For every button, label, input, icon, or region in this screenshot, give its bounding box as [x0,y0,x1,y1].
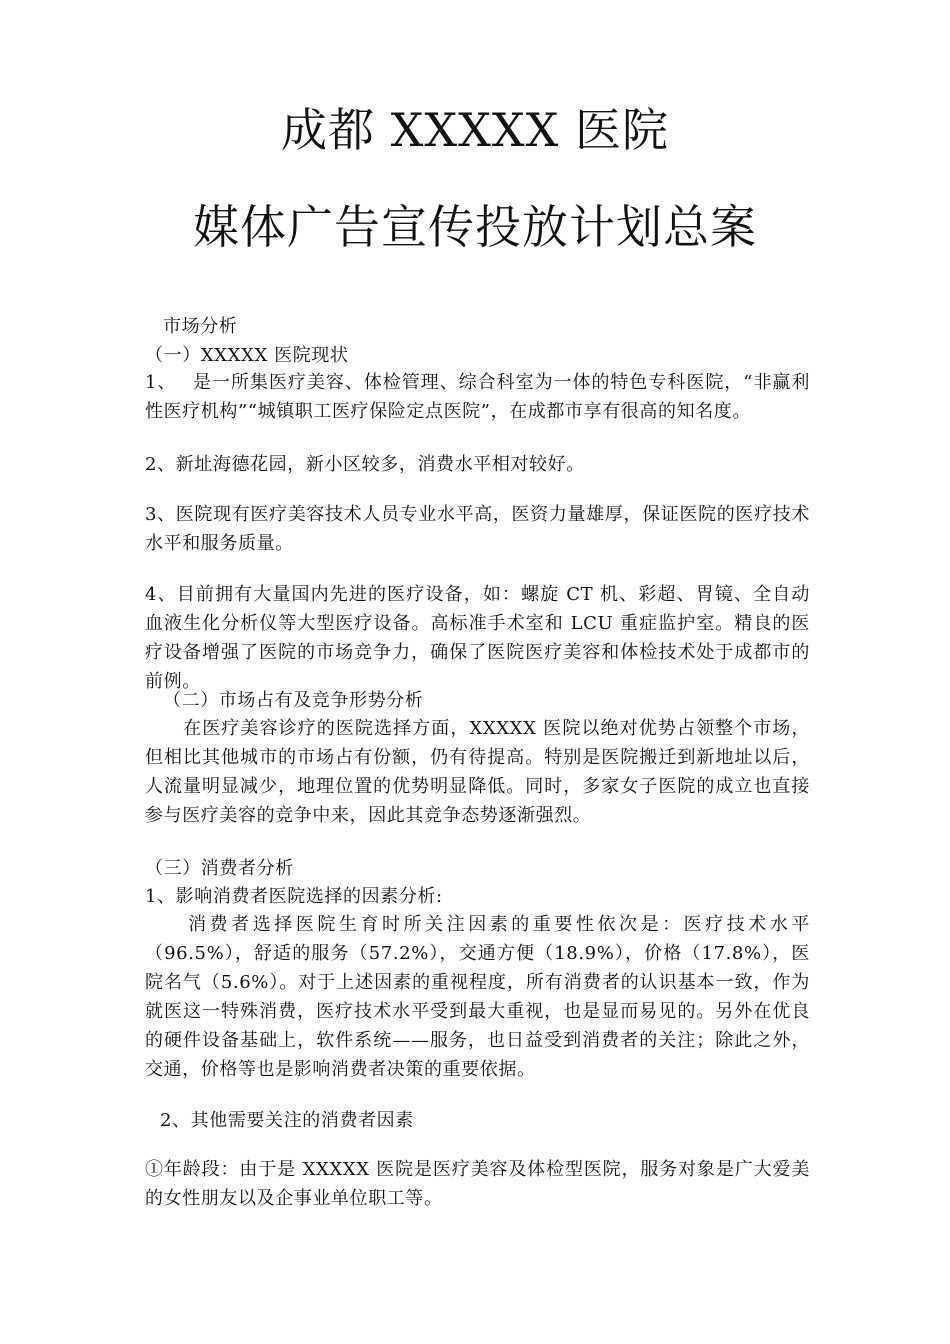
paragraph-status-item-4: 4、目前拥有大量国内先进的医疗设备，如：螺旋 CT 机、彩超、胃镜、全自动血液生化分析仪等大型医疗设备。高标准手术室和 LCU 重症监护室。精良的医疗设备增强了医院的市场竞争力，确保了医院医疗美容和体检技术处于成都市的前例。 [145,584,810,692]
paragraph-status-item-3: 3、医院现有医疗美容技术人员专业水平高，医资力量雄厚，保证医院的医疗技术水平和服务质量。 [145,504,810,554]
paragraph-status-item-2: 2、新址海德花园，新小区较多，消费水平相对较好。 [145,454,585,475]
subsection-heading-hospital-status: （一）XXXXX 医院现状 [145,345,349,366]
consumer-item-2-heading: 2、其他需要关注的消费者因素 [160,1110,414,1131]
section-heading-market-analysis: 市场分析 [163,316,238,337]
subsection-heading-consumer-analysis: （三）消费者分析 [145,858,294,879]
document-title-line2: 媒体广告宣传投放计划总案 [193,200,757,254]
paragraph-consumer-age: ①年龄段：由于是 XXXXX 医院是医疗美容及体检型医院，服务对象是广大爱美的女性朋友以及企事业单位职工等。 [145,1159,810,1209]
subsection-heading-market-competition: （二）市场占有及竞争形势分析 [163,690,424,711]
consumer-item-1-heading: 1、影响消费者医院选择的因素分析: [145,886,443,907]
paragraph-status-item-1: 1、 是一所集医疗美容、体检管理、综合科室为一体的特色专科医院，“非赢利性医疗机构”“城镇职工医疗保险定点医院”，在成都市享有很高的知名度。 [145,372,810,422]
paragraph-market-competition: 在医疗美容诊疗的医院选择方面，XXXXX 医院以绝对优势占领整个市场，但相比其他城市的市场占有份额，仍有待提高。特别是医院搬迁到新地址以后，人流量明显减少，地理位置的优势明显降低。同时，多家女子医院的成立也直接参与医疗美容的竞争中来，因此其竞争态势逐渐强烈。 [145,718,810,826]
paragraph-consumer-factors: 消费者选择医院生育时所关注因素的重要性依次是：医疗技术水平（96.5%），舒适的服务（57.2%），交通方便（18.9%），价格（17.8%），医院名气（5.6%）。对于上述因素的重视程度，所有消费者的认识基本一致，作为就医这一特殊消费，医疗技术水平受到最大重视，也是显而易见的。另外在优良的硬件设备基础上，软件系统——服务，也日益受到消费者的关注；除此之外，交通，价格等也是影响消费者决策的重要依据。 [145,914,810,1080]
document-title-line1: 成都 XXXXX 医院 [281,103,669,157]
